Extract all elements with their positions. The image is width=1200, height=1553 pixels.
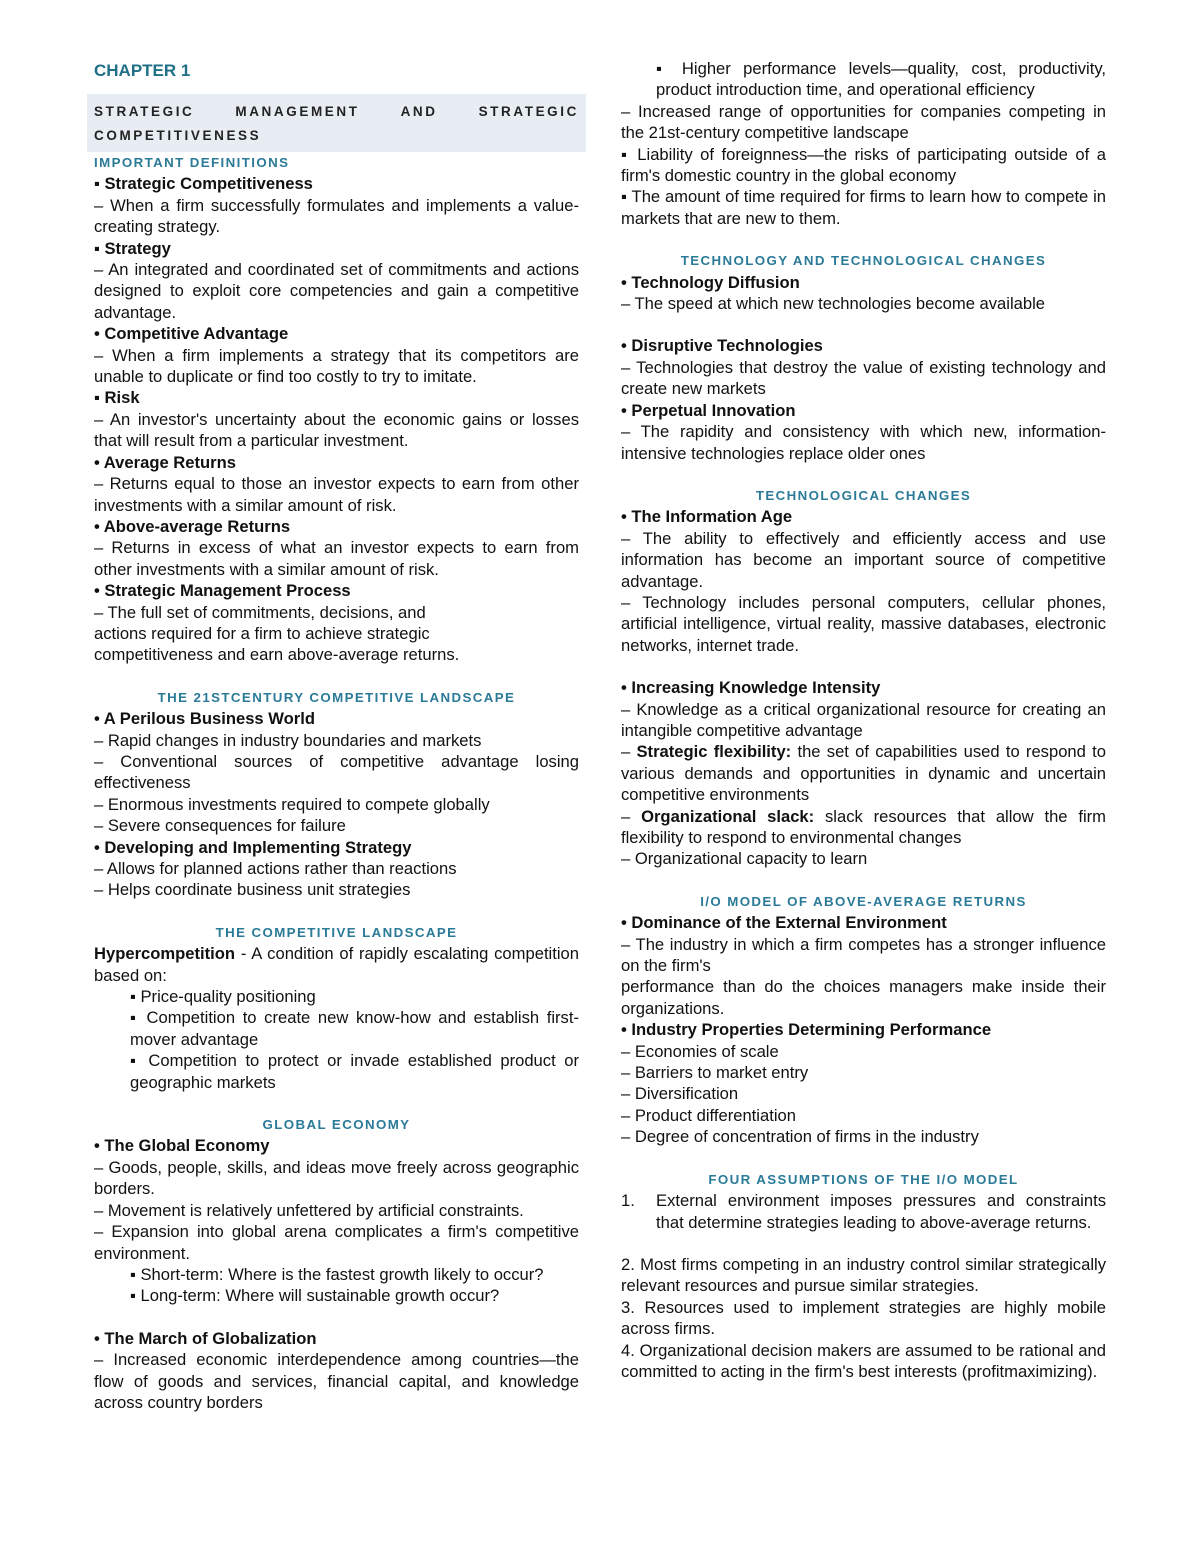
title-word: AND: [400, 104, 438, 119]
title-word: STRATEGIC: [478, 104, 579, 119]
assumption-item: 3. Resources used to implement strategies are highly mobile across firms.: [621, 1297, 1106, 1339]
march-term: • The March of Globalization: [94, 1328, 317, 1348]
hypercompetition-desc: - A condition of rapidly escalating competition based on:: [94, 944, 579, 985]
perilous-term: • A Perilous Business World: [94, 709, 315, 729]
industry-item: – Economies of scale: [621, 1041, 779, 1061]
assumption-number: 1.: [621, 1191, 635, 1211]
chapter-title-line-1: [94, 100, 579, 124]
strategic-flexibility-item: [621, 741, 1106, 805]
definition-desc: – Returns equal to those an investor expects to earn from other investments with a similar amount of risk.: [94, 474, 579, 515]
slack-desc: slack resources that allow the firm flexibility to respond to environmental changes: [621, 806, 1106, 847]
assumption-item: 4. Organizational decision makers are assumed to be rational and committed to acting in the firm's best interests (profitmaximizing).: [621, 1340, 1106, 1381]
definition-desc: – When a firm successfully formulates and implements a value-creating strategy.: [94, 195, 579, 237]
global-subitem: ▪ Long-term: Where will sustainable growth occur?: [130, 1286, 500, 1306]
section-title-io-model: I/O MODEL OF ABOVE-AVERAGE RETURNS: [700, 893, 1027, 909]
definition-term: ▪ Strategic Competitiveness: [94, 174, 313, 194]
infoage-item: – The ability to effectively and efficiently access and use information has become an important source of competitive advantage.: [621, 528, 1106, 591]
march-desc: – Increased economic interdependence among countries—the flow of goods and services, financial capital, and knowledge across country borders: [94, 1350, 579, 1412]
definition-item: [94, 173, 579, 237]
section-title-global-economy: GLOBAL ECONOMY: [262, 1117, 411, 1133]
industry-item: – Diversification: [621, 1084, 739, 1104]
definition-term: ▪ Risk: [94, 388, 140, 408]
knowledge-desc: – Knowledge as a critical organizational resource for creating an intangible competitive advantage: [621, 699, 1106, 740]
time-required-item: ▪ The amount of time required for firms to learn how to compete in markets that are new to them.: [621, 187, 1106, 228]
knowledge-term: • Increasing Knowledge Intensity: [621, 678, 881, 698]
infoage-item: – Technology includes personal computers, cellular phones, artificial intelligence, virtual reality, massive databases, electronic networks, internet trade.: [621, 592, 1106, 655]
flex-prefix: –: [621, 742, 637, 762]
smp-term: • Strategic Management Process: [94, 581, 351, 601]
section-title-competitive-landscape: THE COMPETITIVE LANDSCAPE: [215, 924, 458, 940]
disruptive-term: • Disruptive Technologies: [621, 336, 823, 356]
global-subitem: ▪ Short-term: Where is the fastest growth likely to occur?: [130, 1264, 544, 1284]
industry-item: – Degree of concentration of firms in the industry: [621, 1127, 979, 1147]
global-term: • The Global Economy: [94, 1136, 270, 1156]
developing-item: – Helps coordinate business unit strategies: [94, 880, 411, 900]
global-item: – Goods, people, skills, and ideas move freely across geographic borders.: [94, 1157, 579, 1199]
diffusion-desc: – The speed at which new technologies become available: [621, 294, 1046, 314]
dominance-line: performance than do the choices managers make inside their organizations.: [621, 977, 1106, 1018]
higher-performance-item: ▪ Higher performance levels—quality, cost, productivity, product introduction time, and operational efficiency: [656, 59, 1106, 100]
title-word: MANAGEMENT: [235, 104, 360, 119]
capacity-item: – Organizational capacity to learn: [621, 849, 868, 869]
definition-item: [94, 238, 579, 324]
smp-line: actions required for a firm to achieve strategic: [94, 623, 430, 643]
slack-term: Organizational slack:: [641, 806, 815, 826]
definition-term: • Competitive Advantage: [94, 324, 289, 344]
perpetual-desc: – The rapidity and consistency with which new, information-intensive technologies replace older ones: [621, 422, 1106, 463]
definition-desc: – Returns in excess of what an investor expects to earn from other investments with a similar amount of risk.: [94, 538, 579, 579]
definition-desc: – When a firm implements a strategy that its competitors are unable to duplicate or find too costly to try to imitate.: [94, 345, 579, 387]
definition-item: [94, 452, 579, 516]
flex-term: Strategic flexibility:: [636, 742, 792, 762]
definition-term: • Above-average Returns: [94, 516, 291, 536]
dominance-line: – The industry in which a firm competes has a stronger influence on the firm's: [621, 934, 1106, 976]
section-title-definitions: IMPORTANT DEFINITIONS: [94, 155, 290, 170]
hypercompetition-term: Hypercompetition: [94, 944, 236, 964]
slack-prefix: –: [621, 806, 642, 826]
definition-item: [94, 516, 579, 580]
hypercompetition-paragraph: [94, 943, 579, 986]
flex-desc: the set of capabilities used to respond to various demands and opportunities in dynamic and uncertain competitive environments: [621, 742, 1106, 805]
definition-item: [94, 323, 579, 387]
definition-item: [94, 387, 579, 451]
dominance-term: • Dominance of the External Environment: [621, 913, 947, 933]
assumption-item-1: [621, 1190, 1106, 1233]
perilous-item: – Rapid changes in industry boundaries and markets: [94, 730, 482, 750]
global-item: – Movement is relatively unfettered by artificial constraints.: [94, 1200, 524, 1220]
industry-item: – Barriers to market entry: [621, 1063, 809, 1083]
infoage-term: • The Information Age: [621, 507, 793, 527]
developing-term: • Developing and Implementing Strategy: [94, 837, 412, 857]
industry-term: • Industry Properties Determining Performance: [621, 1020, 992, 1040]
chapter-title-box: [87, 94, 586, 152]
hyper-item: ▪ Competition to create new know-how and establish first-mover advantage: [130, 1008, 579, 1049]
assumption-item: 2. Most firms competing in an industry control similar strategically relevant resources and pursue similar strategies.: [621, 1254, 1106, 1296]
perpetual-term: • Perpetual Innovation: [621, 400, 796, 420]
perilous-item: – Severe consequences for failure: [94, 816, 346, 836]
definition-term: • Average Returns: [94, 452, 236, 472]
increased-range-item: – Increased range of opportunities for companies competing in the 21st-century competitive landscape: [621, 101, 1106, 143]
industry-item: – Product differentiation: [621, 1105, 796, 1125]
developing-item: – Allows for planned actions rather than reactions: [94, 859, 457, 878]
section-title-technology: TECHNOLOGY AND TECHNOLOGICAL CHANGES: [680, 253, 1047, 269]
definition-desc: – An investor's uncertainty about the economic gains or losses that will result from a particular investment.: [94, 409, 579, 451]
global-item: – Expansion into global arena complicates a firm's competitive environment.: [94, 1222, 579, 1263]
smp-line: competitiveness and earn above-average returns.: [94, 645, 460, 665]
definition-desc: – An integrated and coordinated set of commitments and actions designed to exploit core competencies and gain a competitive advantage.: [94, 260, 579, 322]
diffusion-term: • Technology Diffusion: [621, 272, 800, 292]
organizational-slack-item: [621, 806, 1106, 849]
section-title-technological-changes: TECHNOLOGICAL CHANGES: [755, 487, 972, 503]
disruptive-desc: – Technologies that destroy the value of existing technology and create new markets: [621, 357, 1106, 399]
perilous-item: – Conventional sources of competitive advantage losing effectiveness: [94, 751, 579, 793]
section-title-21st-century: THE 21STCENTURY COMPETITIVE LANDSCAPE: [157, 689, 516, 705]
liability-item: ▪ Liability of foreignness—the risks of participating outside of a firm's domestic country in the global economy: [621, 144, 1106, 186]
title-word: STRATEGIC: [94, 104, 195, 119]
chapter-title-line-2: COMPETITIVENESS: [94, 128, 262, 143]
assumption-text: External environment imposes pressures and constraints that determine strategies leading to above-average returns.: [656, 1191, 1106, 1232]
perilous-item: – Enormous investments required to compete globally: [94, 794, 490, 814]
right-column: [621, 58, 1106, 1382]
definition-term: ▪ Strategy: [94, 238, 171, 258]
smp-line: – The full set of commitments, decisions, and: [94, 602, 426, 622]
left-column: [94, 58, 579, 1413]
hyper-item: ▪ Competition to protect or invade established product or geographic markets: [130, 1051, 579, 1092]
section-title-four-assumptions: FOUR ASSUMPTIONS OF THE I/O MODEL: [708, 1171, 1019, 1187]
hyper-item: ▪ Price-quality positioning: [130, 987, 316, 1007]
chapter-heading: CHAPTER 1: [94, 61, 191, 80]
